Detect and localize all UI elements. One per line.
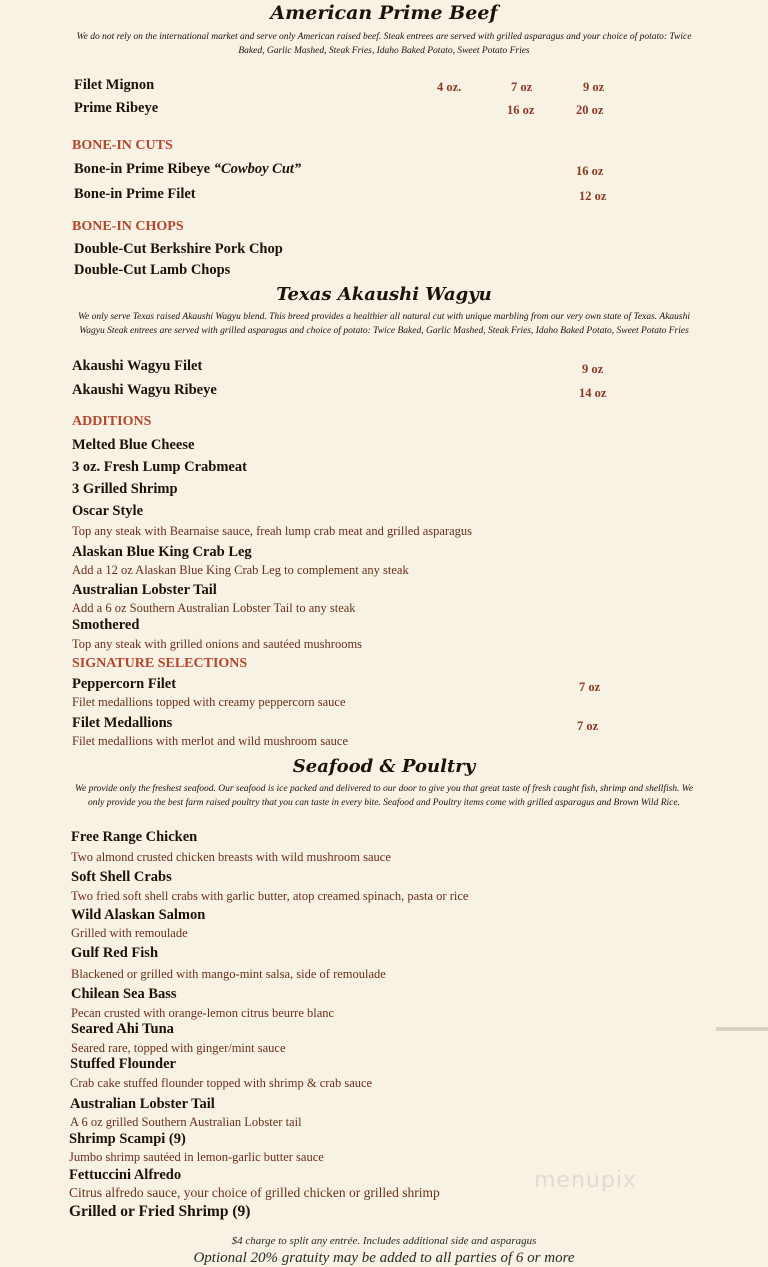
menu-item-name: Smothered	[72, 617, 140, 633]
menu-item-description: Two almond crusted chicken breasts with wild mushroom sauce	[71, 850, 391, 864]
category-bone-in-chops: BONE-IN CHOPS	[72, 219, 184, 234]
menu-item-description: Pecan crusted with orange-lemon citrus beurre blanc	[71, 1006, 335, 1020]
menu-item-description: Filet medallions with merlot and wild mushroom sauce	[72, 734, 349, 748]
menu-item-name: Soft Shell Crabs	[71, 869, 172, 885]
item-size: 16 oz	[507, 103, 535, 117]
item-size: 14 oz	[579, 386, 607, 400]
split-charge-note: $4 charge to split any entrée. Includes additional side and asparagus	[231, 1235, 537, 1247]
menu-item-name: Seared Ahi Tuna	[71, 1021, 174, 1037]
section-intro-wagyu: We only serve Texas raised Akaushi Wagyu blend. This breed provides a healthier all natural cut with unique marbling from our very own state of Texas. Akaushi Wagyu Steak entrees are served with grilled asparagus and choice of potato: Twice Baked, Garlic Mashed, Steak Fries, Idaho Baked Potato, Sweet Potato Fries	[77, 312, 690, 336]
menu-item-description: Add a 12 oz Alaskan Blue King Crab Leg to complement any steak	[72, 563, 409, 577]
menu-item-name: Akaushi Wagyu Filet	[72, 358, 203, 374]
item-size: 9 oz	[582, 362, 604, 376]
menu-item-name: Akaushi Wagyu Ribeye	[72, 382, 217, 398]
menu-item-name: Wild Alaskan Salmon	[71, 907, 206, 923]
menu-item-name: Filet Mignon	[74, 77, 155, 93]
menu-item-description: A 6 oz grilled Southern Australian Lobster tail	[70, 1115, 302, 1129]
item-size: 7 oz	[577, 719, 599, 733]
category-bone-in-cuts: BONE-IN CUTS	[72, 138, 173, 153]
menu-item-description: Blackened or grilled with mango-mint salsa, side of remoulade	[71, 967, 386, 981]
category-signature-selections: SIGNATURE SELECTIONS	[72, 656, 248, 671]
menu-item-name: Australian Lobster Tail	[72, 582, 217, 598]
menu-item-name: Double-Cut Lamb Chops	[74, 262, 231, 278]
page-edge-mark	[716, 1027, 768, 1031]
item-size: 7 oz	[511, 80, 533, 94]
item-size: 7 oz	[579, 680, 601, 694]
menu-item-name: Prime Ribeye	[74, 100, 159, 116]
menu-item-description: Add a 6 oz Southern Australian Lobster Tail to any steak	[72, 601, 356, 615]
menu-item-name: Chilean Sea Bass	[71, 986, 177, 1002]
item-size: 12 oz	[579, 189, 607, 203]
item-size: 9 oz	[583, 80, 605, 94]
menu-item-name: Grilled or Fried Shrimp (9)	[69, 1203, 251, 1220]
menu-item-name: 3 Grilled Shrimp	[72, 481, 178, 497]
menu-item-name: Melted Blue Cheese	[72, 437, 195, 453]
menu-item-name: Bone-in Prime Filet	[74, 186, 196, 202]
menu-item-description: Top any steak with Bearnaise sauce, freah lump crab meat and grilled asparagus	[72, 524, 473, 538]
menu-item-name: Shrimp Scampi (9)	[69, 1131, 186, 1147]
item-size: 4 oz.	[437, 80, 462, 94]
watermark-logo: menupix	[534, 1168, 637, 1193]
section-title-seafood: Seafood & Poultry	[292, 756, 476, 777]
section-title-prime-beef: American Prime Beef	[270, 2, 498, 24]
menu-item-description: Grilled with remoulade	[71, 926, 188, 940]
menu-item-name: Alaskan Blue King Crab Leg	[72, 544, 252, 560]
item-name-main: Bone-in Prime Ribeye	[74, 161, 214, 177]
menu-item-name: 3 oz. Fresh Lump Crabmeat	[72, 459, 247, 475]
menu-item-name: Oscar Style	[72, 503, 144, 519]
menu-item-description: Crab cake stuffed flounder topped with shrimp & crab sauce	[70, 1076, 373, 1090]
menu-item-description: Seared rare, topped with ginger/mint sauce	[71, 1041, 286, 1055]
menu-item-name: Filet Medallions	[72, 715, 173, 731]
menu-item-name	[74, 161, 301, 178]
menu-item-name: Fettuccini Alfredo	[69, 1167, 182, 1183]
item-size: 16 oz	[576, 164, 604, 178]
item-size: 20 oz	[576, 103, 604, 117]
menu-item-description: Filet medallions topped with creamy peppercorn sauce	[72, 695, 346, 709]
menu-item-name: Gulf Red Fish	[71, 945, 159, 961]
category-additions: ADDITIONS	[72, 414, 152, 429]
menu-item-name: Stuffed Flounder	[70, 1056, 176, 1072]
section-title-wagyu: Texas Akaushi Wagyu	[276, 284, 492, 305]
menu-item-description: Two fried soft shell crabs with garlic butter, atop creamed spinach, pasta or rice	[71, 889, 469, 903]
menu-item-name: Double-Cut Berkshire Pork Chop	[74, 241, 283, 257]
menu-item-description: Top any steak with grilled onions and sautéed mushrooms	[72, 637, 363, 651]
menu-item-name: Peppercorn Filet	[72, 676, 177, 692]
menu-item-name: Free Range Chicken	[71, 829, 198, 845]
menu-item-description: Jumbo shrimp sautéed in lemon-garlic butter sauce	[69, 1150, 324, 1164]
section-intro-prime-beef: We do not rely on the international market and serve only American raised beef. Steak entrees are served with grilled asparagus and your choice of potato: Twice Baked, Garlic Mashed, Steak Fries, Idaho Baked Potato, Sweet Potato Fries	[76, 32, 692, 56]
menu-item-name: Australian Lobster Tail	[70, 1096, 215, 1112]
gratuity-note: Optional 20% gratuity may be added to all parties of 6 or more	[193, 1250, 575, 1266]
menu-item-description: Citrus alfredo sauce, your choice of grilled chicken or grilled shrimp	[69, 1185, 440, 1200]
item-name-italic: “Cowboy Cut”	[213, 161, 302, 177]
section-intro-seafood: We provide only the freshest seafood. Our seafood is ice packed and delivered to our door to give you that great taste of fresh caught fish, shrimp and shellfish. We only provide you the best farm raised poultry that you can taste in every bite. Seafood and Poultry items come with grilled asparagus and Brown Wild Rice.	[74, 784, 694, 808]
